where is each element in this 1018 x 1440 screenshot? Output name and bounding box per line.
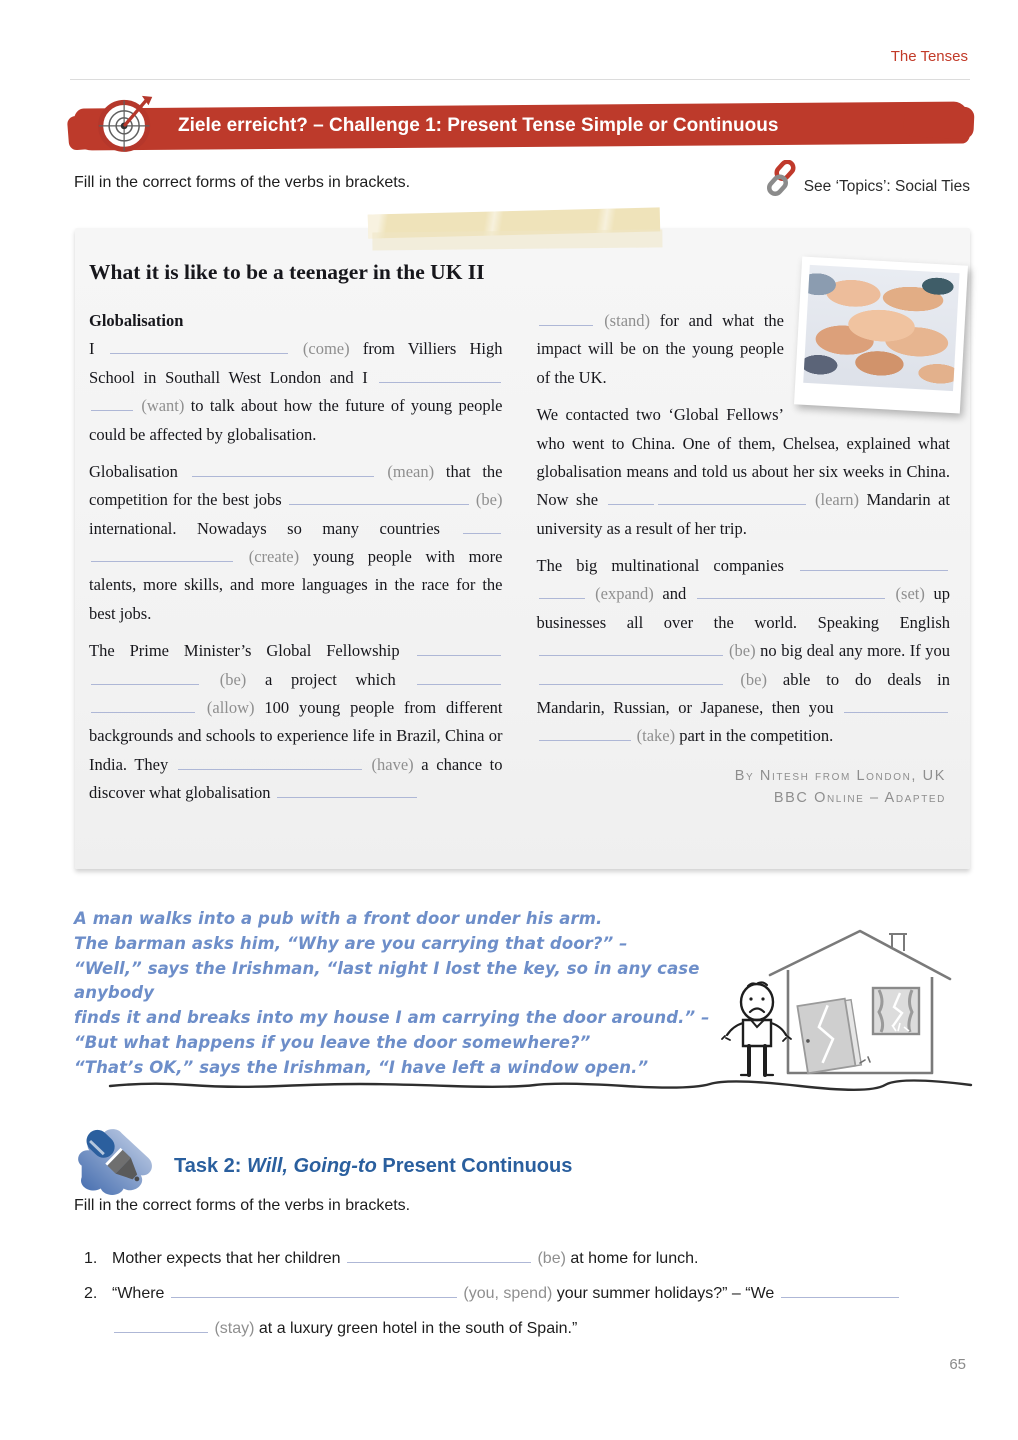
verb-hint: (stay) bbox=[214, 1319, 255, 1337]
reading-paragraph: Globalisation (mean) that the competition for the best jobs (be) international. Nowadays so many countries (create) young people with more talents, more skills, and more languages in the race for the best jobs. bbox=[89, 461, 503, 623]
hands-stack-photo bbox=[803, 265, 959, 391]
verb-hint: (be) bbox=[740, 669, 767, 689]
verb-hint: (take) bbox=[636, 726, 676, 746]
joke-line: A man walks into a pub with a front door under his arm. bbox=[74, 909, 603, 928]
fill-in-blank[interactable] bbox=[347, 1248, 531, 1263]
fill-in-blank[interactable] bbox=[277, 783, 417, 798]
reading-subheading: Globalisation bbox=[89, 311, 184, 330]
fill-in-blank[interactable] bbox=[417, 641, 501, 656]
reading-title: What it is like to be a teenager in the UK II bbox=[89, 260, 485, 284]
pen-icon bbox=[72, 1118, 160, 1200]
fill-in-blank[interactable] bbox=[844, 698, 948, 713]
fill-in-blank[interactable] bbox=[178, 755, 362, 770]
fill-in-blank[interactable] bbox=[608, 490, 654, 505]
verb-hint: (create) bbox=[235, 547, 300, 566]
verb-hint: (have) bbox=[371, 754, 414, 774]
joke-text bbox=[74, 907, 734, 1080]
fill-in-blank[interactable] bbox=[289, 490, 469, 505]
chain-link-icon bbox=[765, 160, 798, 198]
reading-paragraph: The Prime Minister’s Global Fellowship (be) a project which (allow) 100 young people from different backgrounds and schools to experience life in Brazil, China or India. They (have) a chance to discover what globalisation bbox=[89, 641, 503, 802]
challenge-title: Ziele erreicht? – Challenge 1: Present Tense Simple or Continuous bbox=[178, 115, 779, 136]
polaroid-frame bbox=[794, 256, 968, 413]
reading-paragraph: We contacted two ‘Global Fellows’ who went to China. One of them, Chelsea, explained what globalisation means and told us about her six weeks in China. Now she (learn) Mandarin at university as a result of her trip. bbox=[536, 405, 951, 538]
washi-tape bbox=[368, 207, 660, 238]
broken-window bbox=[873, 988, 919, 1034]
task2-title-prefix: Task 2: bbox=[174, 1154, 247, 1177]
joke-line: “But what happens if you leave the door somewhere?” bbox=[74, 1032, 591, 1052]
joke-line: finds it and breaks into my house I am carrying the door around.” – bbox=[74, 1008, 710, 1027]
task2-title-suffix: Present Continuous bbox=[376, 1154, 573, 1177]
page-number: 65 bbox=[949, 1356, 966, 1373]
reading-column-right bbox=[537, 307, 951, 816]
joke-line: “That’s OK,” says the Irishman, “I have left a window open.” bbox=[74, 1057, 649, 1077]
joke-line: The barman asks him, “Why are you carrying that door?” – bbox=[74, 933, 628, 953]
task2-title-italic: Will, Going-to bbox=[247, 1154, 377, 1177]
fill-in-blank[interactable] bbox=[91, 396, 133, 411]
fill-in-blank[interactable] bbox=[417, 670, 501, 685]
verb-hint: (come) bbox=[289, 339, 350, 359]
challenge-instruction: Fill in the correct forms of the verbs in brackets. bbox=[74, 174, 411, 191]
fill-in-blank[interactable] bbox=[110, 339, 288, 354]
verb-hint: (allow) bbox=[206, 697, 255, 717]
fill-in-blank[interactable] bbox=[539, 584, 585, 599]
fill-in-blank[interactable] bbox=[91, 698, 195, 713]
fill-in-blank[interactable] bbox=[658, 490, 806, 505]
verb-hint: (be) bbox=[729, 641, 756, 661]
joke-section bbox=[74, 903, 974, 1095]
fill-in-blank[interactable] bbox=[800, 556, 948, 571]
target-icon bbox=[96, 94, 156, 159]
item-number: 2. bbox=[84, 1285, 98, 1303]
chapter-label: The Tenses bbox=[890, 48, 968, 65]
task2-instruction: Fill in the correct forms of the verbs in brackets. bbox=[74, 1197, 411, 1214]
fill-in-blank[interactable] bbox=[463, 519, 501, 534]
header-rule bbox=[70, 79, 970, 80]
attribution-line: BBC Online – Adapted bbox=[773, 790, 946, 807]
attribution bbox=[537, 765, 951, 810]
verb-hint: (want) bbox=[135, 396, 185, 416]
joke-line: “Well,” says the Irishman, “last night I lost the key, so in any case anybody bbox=[74, 958, 700, 1003]
fill-in-blank[interactable] bbox=[91, 547, 233, 562]
task2-items bbox=[84, 1242, 976, 1347]
fill-in-blank[interactable] bbox=[539, 641, 723, 656]
fill-in-blank[interactable] bbox=[539, 726, 631, 741]
fill-in-blank[interactable] bbox=[114, 1318, 208, 1333]
fill-in-blank[interactable] bbox=[697, 584, 885, 599]
task2-item bbox=[84, 1277, 976, 1346]
house-doodle bbox=[714, 915, 964, 1085]
item-text: “Where (you, spend) your summer holidays?” – “We (stay) at a luxury green hotel in the south of Spain.” bbox=[112, 1277, 976, 1346]
verb-hint: (be) bbox=[219, 669, 247, 689]
verb-hint: (be) bbox=[475, 490, 503, 510]
fill-in-blank[interactable] bbox=[192, 462, 374, 477]
fill-in-blank[interactable] bbox=[781, 1283, 899, 1298]
reading-paragraph: (stand) for and what the impact will be on the young people of the UK. bbox=[536, 311, 785, 387]
sad-stickman bbox=[722, 982, 791, 1075]
verb-hint: (stand) bbox=[604, 311, 651, 330]
item-text: Mother expects that her children (be) at home for lunch. bbox=[112, 1250, 699, 1267]
reading-box bbox=[75, 228, 970, 869]
fill-in-blank[interactable] bbox=[171, 1283, 457, 1298]
verb-hint: (expand) bbox=[595, 584, 654, 604]
reading-column-left bbox=[89, 307, 503, 816]
attribution-line: By Nitesh from London, UK bbox=[734, 767, 946, 784]
verb-hint: (be) bbox=[537, 1250, 566, 1267]
verb-hint: (learn) bbox=[815, 490, 859, 510]
verb-hint: (set) bbox=[895, 584, 925, 604]
verb-hint: (you, spend) bbox=[463, 1285, 553, 1303]
fill-in-blank[interactable] bbox=[379, 368, 501, 383]
item-number: 1. bbox=[84, 1250, 98, 1267]
challenge-banner bbox=[74, 103, 970, 149]
task2-item bbox=[84, 1242, 976, 1276]
ground-line bbox=[108, 1077, 974, 1091]
topics-link[interactable] bbox=[765, 160, 970, 198]
reading-paragraph: The big multinational companies (expand) and (set) up businesses all over the world. Speaking English (be) no big deal any more. If you (be) able to do deals in Mandarin, Russian, or Japanese, then you (take) part in the competition. bbox=[536, 556, 951, 746]
topics-link-label: See ‘Topics’: Social Ties bbox=[803, 178, 970, 195]
fill-in-blank[interactable] bbox=[91, 670, 199, 685]
reading-paragraph: I (come) from Villiers High School in Southall West London and I (want) to talk about how the future of young people could be affected by globalisation. bbox=[89, 339, 503, 444]
task2-header bbox=[72, 1118, 572, 1200]
verb-hint: (mean) bbox=[375, 461, 435, 481]
fill-in-blank[interactable] bbox=[539, 311, 593, 326]
task2-title bbox=[174, 1155, 572, 1178]
front-door bbox=[797, 998, 861, 1074]
fill-in-blank[interactable] bbox=[539, 670, 723, 685]
